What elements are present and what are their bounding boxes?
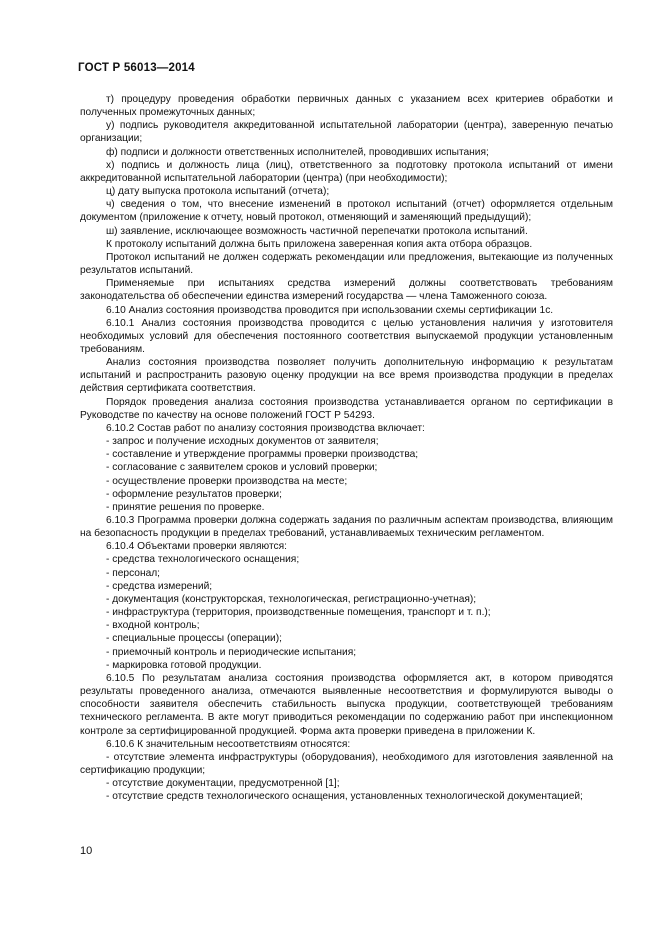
paragraph: т) процедуру проведения обработки первичных данных с указанием всех критериев обработки и полученных промежуточных данных; [80, 94, 613, 119]
list-item: - специальные процессы (операции); [106, 633, 282, 645]
list-item: - отсутствие документации, предусмотренной [1]; [106, 778, 340, 790]
list-item: - оформление результатов проверки; [106, 488, 282, 500]
paragraph: Протокол испытаний не должен содержать рекомендации или предложения, вытекающие из полученных результатов испытаний. [80, 251, 613, 277]
list-item: - документация (конструкторская, технологическая, регистрационно-учетная); [106, 593, 477, 605]
paragraph: ц) дату выпуска протокола испытаний (отчета); [106, 186, 330, 198]
paragraph: Анализ состояния производства позволяет получить дополнительную информацию к результатам испытаний и распространить разовую оценку продукции на все время производства продукции в пределах действия сертификата соответствия. [80, 357, 613, 395]
document-body [80, 93, 613, 803]
list-item: - средства измерений; [106, 580, 213, 592]
list-item: - персонал; [106, 567, 161, 579]
list-item: - осуществление проверки производства на месте; [106, 475, 348, 487]
paragraph: ф) подписи и должности ответственных исполнителей, проводивших испытания; [106, 146, 489, 158]
paragraph: 6.10.4 Объектами проверки являются: [106, 541, 287, 553]
paragraph: Порядок проведения анализа состояния производства устанавливается органом по сертификации в Руководстве по качеству на основе положений ГОСТ Р 54293. [80, 396, 613, 421]
paragraph: 6.10.3 Программа проверки должна содержать задания по различным аспектам производства, влияющим на безопасность продукции в пределах требований, устанавливаемых техническим регламентом. [80, 515, 613, 540]
list-item: - принятие решения по проверке. [106, 501, 265, 513]
paragraph: 6.10.6 К значительным несоответствиям относятся: [106, 738, 351, 750]
list-item: - запрос и получение исходных документов от заявителя; [106, 436, 379, 448]
paragraph: К протоколу испытаний должна быть приложена заверенная копия акта отбора образцов. [106, 238, 533, 250]
list-item: - средства технологического оснащения; [106, 554, 300, 566]
list-item: - отсутствие элемента инфраструктуры (оборудования), необходимого для изготовления заявленной на сертификацию продукции; [80, 751, 613, 776]
paragraph: у) подпись руководителя аккредитованной испытательной лаборатории (центра), заверенную печатью организации; [80, 120, 613, 145]
paragraph: ч) сведения о том, что внесение изменений в протокол испытаний (отчет) оформляется отдельным документом (приложение к отчету, новый протокол, отменяющий и заменяющий предыдущий); [80, 199, 613, 224]
list-item: - входной контроль; [106, 620, 200, 632]
list-item: - инфраструктура (территория, производственные помещения, транспорт и т. п.); [106, 607, 491, 619]
document-header: ГОСТ Р 56013—2014 [78, 62, 195, 74]
paragraph: 6.10.5 По результатам анализа состояния производства оформляется акт, в котором приводятся результаты проведенного анализа, отмечаются выявленные несоответствия и формулируются выводы о способности заявителя обеспечить стабильность выпуска продукции, соответствующей требованиям технического регламента. В акте могут приводиться рекомендации по содержанию работ при инспекционном контроле за сертифицированной продукцией. Форма акта проверки приведена в приложении К. [80, 672, 613, 737]
list-item: - составление и утверждение программы проверки производства; [106, 449, 419, 461]
page-number: 10 [80, 845, 93, 857]
list-item: - согласование с заявителем сроков и условий проверки; [106, 462, 378, 474]
list-item: - отсутствие средств технологического оснащения, установленных технологической документацией; [106, 791, 583, 803]
paragraph: Применяемые при испытаниях средства измерений должны соответствовать требованиям законодательства об обеспечении единства измерений государства — члена Таможенного союза. [80, 278, 613, 303]
paragraph: х) подпись и должность лица (лиц), ответственного за подготовку протокола испытаний от имени аккредитованной испытательной лаборатории (центра) (при необходимости); [80, 159, 613, 184]
section-heading: 6.10 Анализ состояния производства проводится при использовании схемы сертификации 1с. [106, 304, 554, 316]
paragraph: 6.10.1 Анализ состояния производства проводится с целью установления наличия у изготовителя необходимых условий для обеспечения постоянного соответствия выпускаемой продукции установленным требованиям. [80, 317, 613, 355]
paragraph: 6.10.2 Состав работ по анализу состояния производства включает: [106, 422, 425, 434]
paragraph: ш) заявление, исключающее возможность частичной перепечатки протокола испытаний. [106, 225, 528, 237]
list-item: - приемочный контроль и периодические испытания; [106, 646, 357, 658]
list-item: - маркировка готовой продукции. [106, 659, 262, 671]
